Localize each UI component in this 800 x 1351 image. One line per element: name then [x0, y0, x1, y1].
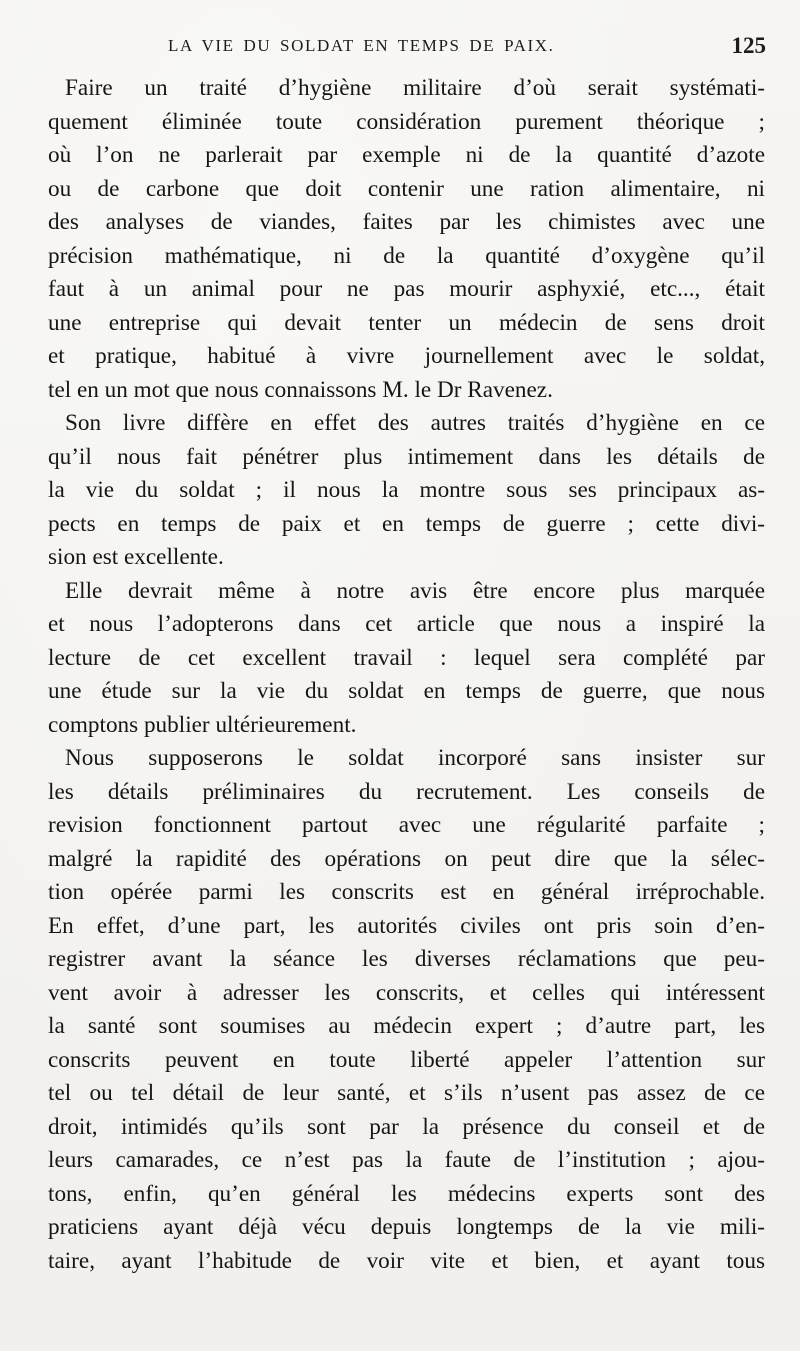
text-line: précision mathématique, ni de la quantité d’oxygène qu’il [48, 242, 765, 269]
running-title: LA VIE DU SOLDAT EN TEMPS DE PAIX. [168, 36, 555, 55]
text-line: lecture de cet excellent travail : lequel sera complété par [48, 644, 765, 671]
text-line: une entreprise qui devait tenter un médecin de sens droit [48, 309, 765, 336]
text-line: praticiens ayant déjà vécu depuis longtemps de la vie mili- [48, 1214, 765, 1240]
text-line: Son livre diffère en effet des autres traités d’hygiène en ce [65, 410, 765, 436]
text-line: qu’il nous fait pénétrer plus intimement dans les détails de [48, 443, 765, 470]
text-line: revision fonctionnent partout avec une régularité parfaite ; [48, 812, 765, 838]
text-line: taire, ayant l’habitude de voir vite et bien, et ayant tous [48, 1247, 765, 1274]
text-line: Elle devrait même à notre avis être encore plus marquée [65, 577, 765, 604]
text-line: tons, enfin, qu’en général les médecins experts sont des [48, 1180, 765, 1207]
text-line: malgré la rapidité des opérations on peut dire que la sélec- [48, 845, 765, 872]
text-line: sion est excellente. [48, 544, 224, 570]
text-line: les détails préliminaires du recrutement. Les conseils de [48, 778, 765, 805]
text-line: comptons publier ultérieurement. [48, 711, 357, 738]
text-line: Nous supposerons le soldat incorporé sans insister sur [65, 745, 765, 771]
text-line: droit, intimidés qu’ils sont par la présence du conseil et de [48, 1113, 765, 1140]
text-line: tion opérée parmi les conscrits est en général irréprochable. [48, 879, 765, 905]
text-line: faut à un animal pour ne pas mourir asphyxié, etc..., était [48, 276, 765, 302]
text-line: pects en temps de paix et en temps de guerre ; cette divi- [48, 510, 765, 537]
text-line: Faire un traité d’hygiène militaire d’où serait systémati- [65, 75, 765, 101]
text-line: tel en un mot que nous connaissons M. le Dr Ravenez. [48, 376, 553, 403]
text-line: la santé sont soumises au médecin expert ; d’autre part, les [48, 1013, 765, 1039]
text-line: conscrits peuvent en toute liberté appeler l’attention sur [48, 1046, 765, 1073]
page-number: 125 [731, 33, 766, 58]
body-text [48, 72, 765, 1278]
text-line: vent avoir à adresser les conscrits, et celles qui intéressent [48, 979, 765, 1006]
text-line: et nous l’adopterons dans cet article que nous a inspiré la [48, 611, 765, 637]
text-line: tel ou tel détail de leur santé, et s’ils n’usent pas assez de ce [48, 1080, 765, 1106]
text-line: et pratique, habitué à vivre journellement avec le soldat, [48, 343, 765, 369]
text-line: ou de carbone que doit contenir une ration alimentaire, ni [48, 175, 765, 202]
page-header [120, 33, 770, 66]
text-line: une étude sur la vie du soldat en temps de guerre, que nous [48, 678, 765, 704]
text-line: quement éliminée toute considération purement théorique ; [48, 108, 765, 135]
text-line: leurs camarades, ce n’est pas la faute de l’institution ; ajou- [48, 1147, 765, 1173]
text-line: registrer avant la séance les diverses réclamations que peu- [48, 946, 765, 972]
text-line: En effet, d’une part, les autorités civiles ont pris soin d’en- [48, 912, 765, 939]
text-line: la vie du soldat ; il nous la montre sous ses principaux as- [48, 477, 765, 503]
text-line: où l’on ne parlerait par exemple ni de la quantité d’azote [48, 142, 765, 168]
text-line: des analyses de viandes, faites par les chimistes avec une [48, 209, 765, 235]
